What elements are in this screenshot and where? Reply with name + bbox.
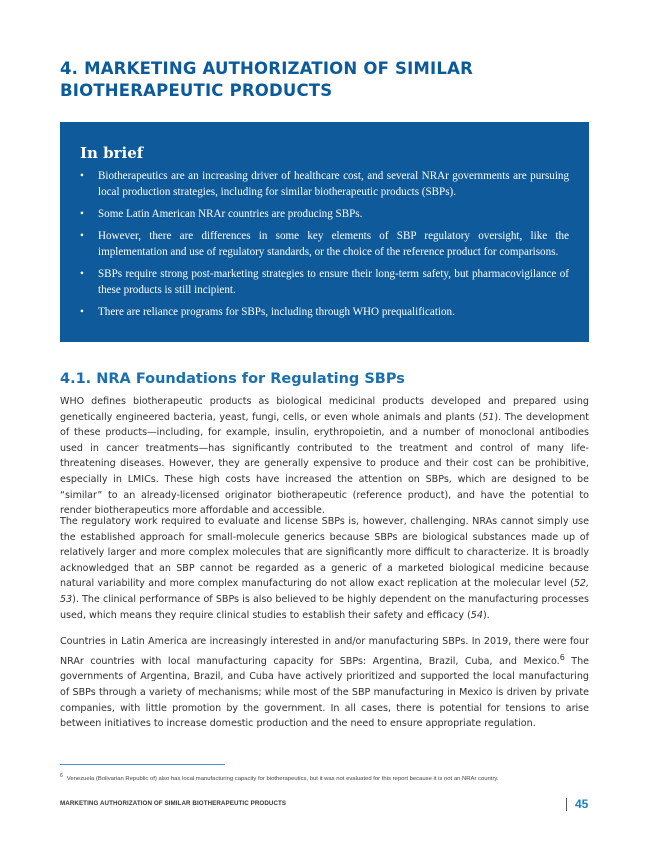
in-brief-item-text: SBPs require strong post-marketing strategies to ensure their long-term safety, but pharmacovigilance of these products is still incipient. — [98, 268, 569, 296]
paragraph-text: ). The development of these products—including, for example, insulin, erythropoietin, and a number of monoclonal antibodies used in cancer treatments—has significantly contributed to the treatment and control of many life-threatening diseases. However, they are generally expensive to produce and their cost can be prohibitive, especially in LMICs. These high costs have increased the attention on SBPs, which are designed to be “similar” to an already-licensed originator biotherapeutic (reference product), and have the potential to render biotherapeutics more affordable and accessible. — [60, 411, 590, 517]
footnote-reference[interactable]: 6 — [559, 652, 565, 662]
running-footer-title: MARKETING AUTHORIZATION OF SIMILAR BIOTHERAPEUTIC PRODUCTS — [60, 800, 287, 807]
bullet-icon: • — [80, 306, 84, 319]
citation-link[interactable]: 51 — [482, 411, 495, 423]
paragraph-text: WHO defines biotherapeutic products as biological medicinal products developed and prepared using genetically engineered bacteria, yeast, fungi, cells, or even whole animals and plants ( — [60, 396, 589, 423]
section-heading: 4.1. NRA Foundations for Regulating SBPs — [60, 371, 405, 387]
paragraph-text: Countries in Latin America are increasingly interested in and/or manufacturing SBPs. In 2019, there were four NRAr countries with local manufacturing capacity for SBPs: Argentina, Brazil, Cuba, and Mexico. — [60, 636, 589, 667]
paragraph-text: The governments of Argentina, Brazil, and Cuba have actively prioritized and supported the local manufacturing of SBPs through a variety of mechanisms; while most of the SBP manufacturing in Mexico is driven by private companies, with little promotion by the government. In all cases, there is potential for tensions to arise between initiatives to increase domestic production and the need to ensure appropriate regulation. — [60, 655, 589, 730]
in-brief-item-text: Biotherapeutics are an increasing driver of healthcare cost, and several NRAr governments are pursuing local production strategies, including for similar biotherapeutic products (SBPs). — [98, 170, 569, 198]
in-brief-item — [80, 169, 569, 200]
paragraph-text: The regulatory work required to evaluate and license SBPs is, however, challenging. NRAs cannot simply use the established approach for small-molecule generics because SBPs are biological substances made up of relatively larger and more complex molecules that are significantly more difficult to characterize. It is broadly acknowledged that an SBP cannot be regarded as a generic of a marketed biological medicine because natural variability and more complex manufacturing do not allow exact replication at the molecular level ( — [60, 516, 589, 590]
body-paragraph — [60, 634, 589, 732]
paragraph-text: ). — [482, 609, 490, 621]
body-paragraph — [60, 394, 589, 519]
in-brief-item — [80, 207, 569, 223]
in-brief-item — [80, 229, 569, 260]
citation-link[interactable]: 54 — [470, 609, 483, 621]
footnote-text: Venezuela (Bolivarian Republic of) also has local manufacturing capacity for biotherapeutics, but it was not evaluated for this report because it is not an NRAr country. — [66, 775, 499, 782]
page-number: 45 — [575, 797, 589, 811]
in-brief-list — [80, 169, 569, 321]
in-brief-item-text: There are reliance programs for SBPs, including through WHO prequalification. — [98, 306, 455, 319]
in-brief-title: In brief — [80, 144, 144, 162]
body-paragraph — [60, 514, 589, 623]
bullet-icon: • — [80, 170, 84, 182]
in-brief-item — [80, 305, 569, 321]
chapter-title: 4. MARKETING AUTHORIZATION OF SIMILAR BIOTHERAPEUTIC PRODUCTS — [60, 59, 473, 100]
bullet-icon: • — [80, 230, 84, 243]
paragraph-text: ). The clinical performance of SBPs is also believed to be highly dependent on the manufacturing processes used, which means they require clinical studies to establish their safety and efficacy ( — [60, 593, 589, 621]
bullet-icon: • — [80, 268, 84, 281]
footer-divider — [566, 798, 567, 811]
in-brief-box — [60, 122, 589, 342]
bullet-icon: • — [80, 207, 84, 220]
in-brief-item-text: Some Latin American NRAr countries are producing SBPs. — [98, 207, 363, 220]
footnote-divider — [60, 764, 225, 765]
footnote — [60, 772, 600, 783]
footnote-marker: 6 — [60, 773, 63, 779]
citation-link[interactable]: 52, 53 — [60, 578, 589, 605]
in-brief-item — [80, 267, 569, 298]
in-brief-item-text: However, there are differences in some key elements of SBP regulatory oversight, like the implementation and use of regulatory standards, or the choice of the reference product for comparisons. — [98, 230, 569, 258]
